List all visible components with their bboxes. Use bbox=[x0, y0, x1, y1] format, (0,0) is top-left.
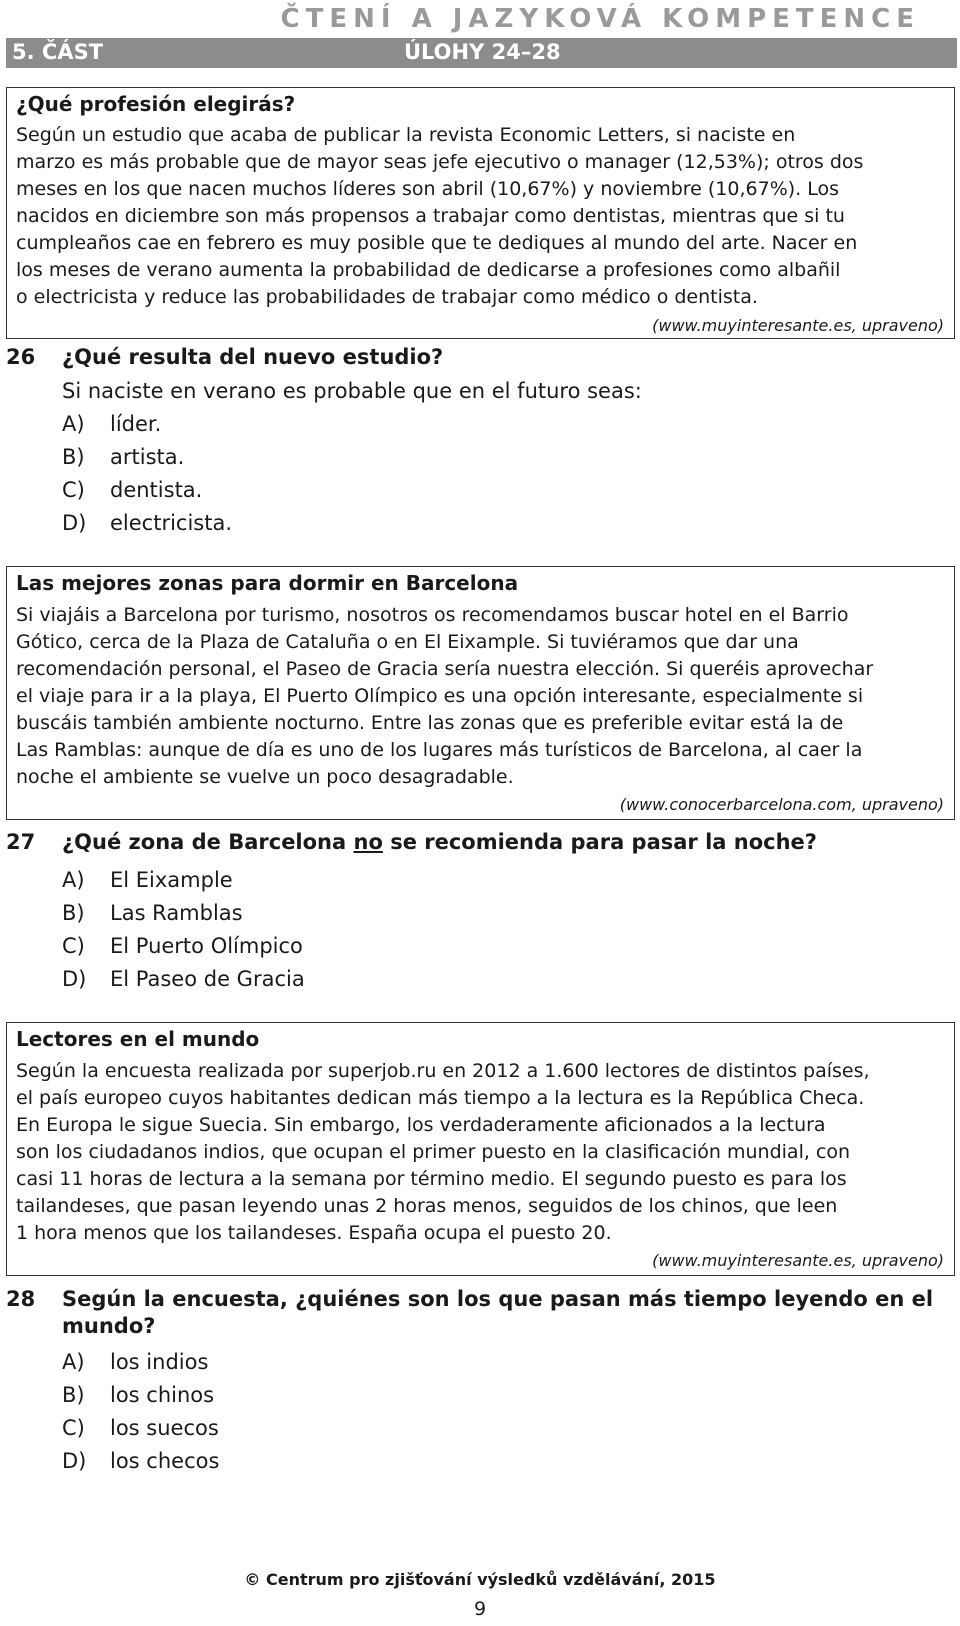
option-27-c-letter[interactable]: C) bbox=[62, 934, 85, 958]
text-1-title: ¿Qué profesión elegirás? bbox=[16, 92, 296, 116]
tasks-label: ÚLOHY 24–28 bbox=[404, 40, 561, 64]
footer-copyright: © Centrum pro zjišťování výsledků vzdělávání, 2015 bbox=[244, 1570, 716, 1589]
reading-text-2 bbox=[6, 566, 955, 820]
text-1-line: los meses de verano aumenta la probabilidad de dedicarse a profesiones como albañil bbox=[16, 259, 841, 281]
option-28-b-letter[interactable]: B) bbox=[62, 1383, 85, 1407]
option-28-a-text[interactable]: los indios bbox=[110, 1350, 209, 1374]
text-3-line: son los ciudadanos indios, que ocupan el primer puesto en la clasificación mundial, con bbox=[16, 1141, 851, 1163]
question-26-number: 26 bbox=[6, 345, 36, 369]
question-27-text-end: se recomienda para pasar la noche? bbox=[382, 830, 817, 854]
option-28-c-text[interactable]: los suecos bbox=[110, 1416, 219, 1440]
text-3-line: casi 11 horas de lectura a la semana por término medio. El segundo puesto es para los bbox=[16, 1168, 847, 1190]
option-27-a-text[interactable]: El Eixample bbox=[110, 868, 233, 892]
text-2-line: Las Ramblas: aunque de día es uno de los lugares más turísticos de Barcelona, al caer la bbox=[16, 739, 863, 761]
text-1-line: o electricista y reduce las probabilidades de trabajar como médico o dentista. bbox=[16, 286, 758, 308]
text-1-source: (www.muyinteresante.es, upraveno) bbox=[652, 316, 944, 335]
option-26-a-letter[interactable]: A) bbox=[62, 412, 85, 436]
option-26-b-letter[interactable]: B) bbox=[62, 445, 85, 469]
text-2-line: Si viajáis a Barcelona por turismo, nosotros os recomendamos buscar hotel en el Barrio bbox=[16, 604, 849, 626]
option-27-d-text[interactable]: El Paseo de Gracia bbox=[110, 967, 305, 991]
question-27-text bbox=[62, 830, 817, 854]
text-1-line: Según un estudio que acaba de publicar la revista Economic Letters, si naciste en bbox=[16, 124, 796, 146]
question-28-text-line-1: Según la encuesta, ¿quiénes son los que pasan más tiempo leyendo en el bbox=[62, 1287, 934, 1311]
reading-text-1 bbox=[6, 87, 955, 339]
question-27-negation: no bbox=[353, 830, 383, 854]
part-label: 5. ČÁST bbox=[12, 40, 104, 64]
text-3-line: Según la encuesta realizada por superjob.ru en 2012 a 1.600 lectores de distintos países, bbox=[16, 1060, 870, 1082]
question-28-number: 28 bbox=[6, 1287, 36, 1311]
question-26-text: ¿Qué resulta del nuevo estudio? bbox=[62, 345, 444, 369]
text-2-line: noche el ambiente se vuelve un poco desagradable. bbox=[16, 766, 514, 788]
option-28-b-text[interactable]: los chinos bbox=[110, 1383, 215, 1407]
text-1-line: cumpleaños cae en febrero es muy posible que te dediques al mundo del arte. Nacer en bbox=[16, 232, 858, 254]
option-27-b-letter[interactable]: B) bbox=[62, 901, 85, 925]
option-27-b-text[interactable]: Las Ramblas bbox=[110, 901, 243, 925]
page-number: 9 bbox=[473, 1598, 487, 1620]
question-28-text-line-2: mundo? bbox=[62, 1314, 156, 1338]
section-brand-title: ČTENÍ A JAZYKOVÁ KOMPETENCE bbox=[280, 4, 920, 34]
option-26-a-text[interactable]: líder. bbox=[110, 412, 162, 436]
text-3-line: 1 hora menos que los tailandeses. España ocupa el puesto 20. bbox=[16, 1222, 612, 1244]
text-2-line: Gótico, cerca de la Plaza de Cataluña o en El Eixample. Si tuviéramos que dar una bbox=[16, 631, 799, 653]
option-28-d-text[interactable]: los checos bbox=[110, 1449, 220, 1473]
text-3-line: En Europa le sigue Suecia. Sin embargo, los verdaderamente aficionados a la lectura bbox=[16, 1114, 826, 1136]
text-2-line: recomendación personal, el Paseo de Gracia sería nuestra elección. Si queréis aprovechar bbox=[16, 658, 874, 680]
option-26-d-text[interactable]: electricista. bbox=[110, 511, 233, 535]
option-26-c-letter[interactable]: C) bbox=[62, 478, 85, 502]
text-1-line: nacidos en diciembre son más propensos a trabajar como dentistas, mientras que si tu bbox=[16, 205, 845, 227]
text-2-title: Las mejores zonas para dormir en Barcelona bbox=[16, 571, 519, 595]
option-26-b-text[interactable]: artista. bbox=[110, 445, 185, 469]
question-26-stem: Si naciste en verano es probable que en el futuro seas: bbox=[62, 379, 642, 403]
question-27-text-start: ¿Qué zona de Barcelona bbox=[62, 830, 354, 854]
option-28-a-letter[interactable]: A) bbox=[62, 1350, 85, 1374]
option-26-c-text[interactable]: dentista. bbox=[110, 478, 203, 502]
reading-text-3 bbox=[6, 1022, 955, 1276]
question-27-number: 27 bbox=[6, 830, 36, 854]
option-27-d-letter[interactable]: D) bbox=[62, 967, 87, 991]
section-header-bar bbox=[6, 38, 957, 68]
option-27-c-text[interactable]: El Puerto Olímpico bbox=[110, 934, 303, 958]
text-3-line: tailandeses, que pasan leyendo unas 2 horas menos, seguidos de los chinos, que leen bbox=[16, 1195, 838, 1217]
text-2-source: (www.conocerbarcelona.com, upraveno) bbox=[619, 795, 944, 814]
option-28-c-letter[interactable]: C) bbox=[62, 1416, 85, 1440]
text-1-line: marzo es más probable que de mayor seas jefe ejecutivo o manager (12,53%); otros dos bbox=[16, 151, 864, 173]
text-3-line: el país europeo cuyos habitantes dedican más tiempo a la lectura es la República Checa. bbox=[16, 1087, 865, 1109]
text-2-line: el viaje para ir a la playa, El Puerto Olímpico es una opción interesante, especialmente si bbox=[16, 685, 864, 707]
option-27-a-letter[interactable]: A) bbox=[62, 868, 85, 892]
text-3-title: Lectores en el mundo bbox=[16, 1027, 260, 1051]
text-3-source: (www.muyinteresante.es, upraveno) bbox=[652, 1251, 944, 1270]
text-1-line: meses en los que nacen muchos líderes son abril (10,67%) y noviembre (10,67%). Los bbox=[16, 178, 840, 200]
text-2-line: buscáis también ambiente nocturno. Entre las zonas que es preferible evitar está la de bbox=[16, 712, 844, 734]
option-26-d-letter[interactable]: D) bbox=[62, 511, 87, 535]
option-28-d-letter[interactable]: D) bbox=[62, 1449, 87, 1473]
